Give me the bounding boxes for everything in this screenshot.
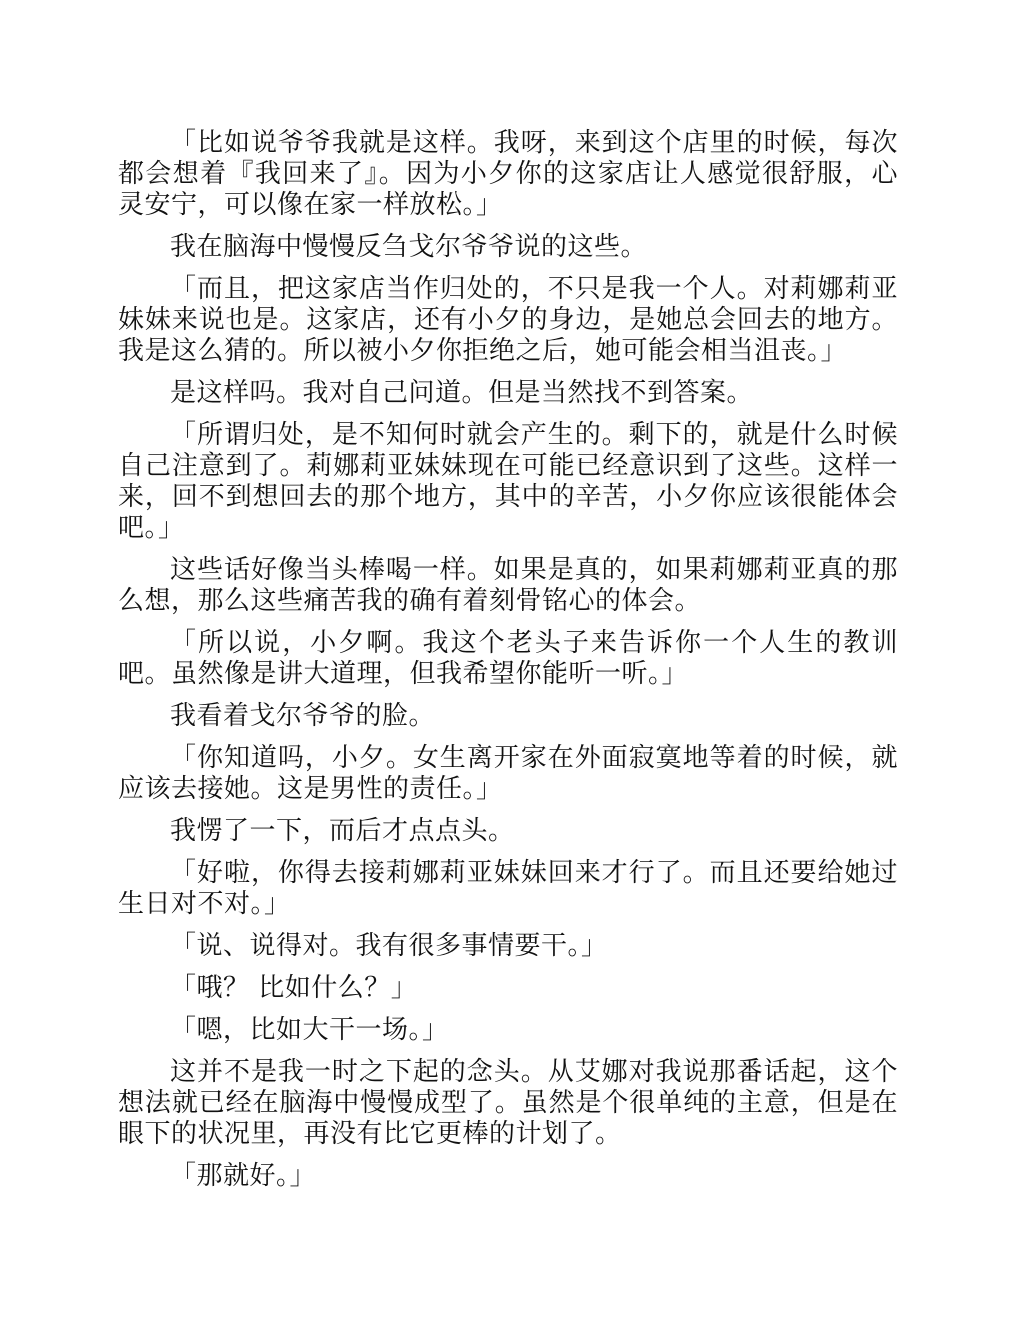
paragraph: 「那就好。」 bbox=[170, 1161, 317, 1191]
paragraph: 「比如说爷爷我就是这样。我呀，来到这个店里的时候，每次都会想着『我回来了』。因为小夕你的这家店让人感觉很舒服，心灵安宁，可以像在家一样放松。」 bbox=[118, 128, 898, 220]
paragraph: 「所谓归处，是不知何时就会产生的。剩下的，就是什么时候自己注意到了。莉娜莉亚妹妹现在可能已经意识到了这些。这样一来，回不到想回去的那个地方，其中的辛苦，小夕你应该很能体会吧。」 bbox=[118, 420, 898, 543]
paragraph: 「哦？ 比如什么？」 bbox=[170, 973, 418, 1003]
paragraph: 「所以说，小夕啊。我这个老头子来告诉你一个人生的教训吧。虽然像是讲大道理，但我希望你能听一听。」 bbox=[118, 628, 898, 689]
document-page bbox=[118, 128, 898, 1203]
paragraph: 「说、说得对。我有很多事情要干。」 bbox=[170, 931, 608, 961]
paragraph: 「嗯，比如大干一场。」 bbox=[170, 1015, 449, 1045]
paragraph: 我在脑海中慢慢反刍戈尔爷爷说的这些。 bbox=[170, 232, 648, 262]
paragraph: 我愣了一下，而后才点点头。 bbox=[170, 816, 515, 846]
paragraph: 「而且，把这家店当作归处的，不只是我一个人。对莉娜莉亚妹妹来说也是。这家店，还有小夕的身边，是她总会回去的地方。我是这么猜的。所以被小夕你拒绝之后，她可能会相当沮丧。」 bbox=[118, 274, 898, 366]
paragraph: 我看着戈尔爷爷的脸。 bbox=[170, 701, 436, 731]
paragraph: 这些话好像当头棒喝一样。如果是真的，如果莉娜莉亚真的那么想，那么这些痛苦我的确有着刻骨铭心的体会。 bbox=[118, 555, 898, 616]
paragraph: 「好啦，你得去接莉娜莉亚妹妹回来才行了。而且还要给她过生日对不对。」 bbox=[118, 858, 898, 919]
paragraph: 这并不是我一时之下起的念头。从艾娜对我说那番话起，这个想法就已经在脑海中慢慢成型了。虽然是个很单纯的主意，但是在眼下的状况里，再没有比它更棒的计划了。 bbox=[118, 1057, 898, 1149]
paragraph: 「你知道吗，小夕。女生离开家在外面寂寞地等着的时候，就应该去接她。这是男性的责任。」 bbox=[118, 743, 898, 804]
paragraph: 是这样吗。我对自己问道。但是当然找不到答案。 bbox=[170, 378, 754, 408]
